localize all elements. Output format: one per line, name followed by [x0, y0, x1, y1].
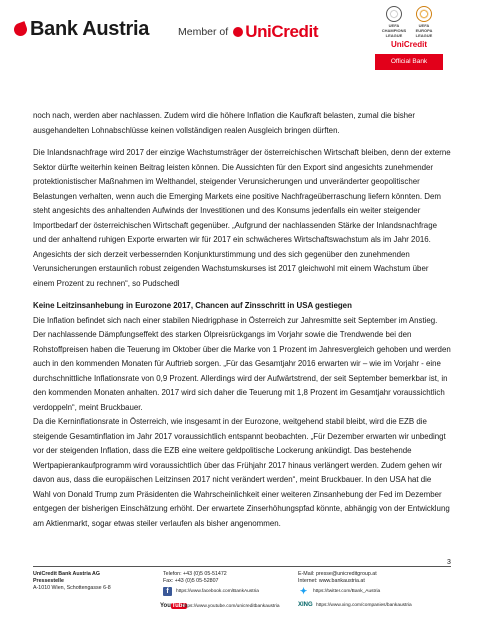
footer-phone-block	[163, 571, 227, 585]
official-bank-badge	[375, 6, 443, 70]
twitter-icon: ✦	[299, 586, 308, 596]
section-heading: Keine Leitzinsanhebung in Eurozone 2017, Chancen auf Zinsschritt in USA gestiegen	[33, 301, 352, 310]
xing-url[interactable]: https://www.xing.com/companies/bankaustria	[316, 603, 412, 608]
official-bank-label: Official Bank	[375, 54, 443, 70]
facebook-link[interactable]	[163, 587, 259, 596]
logo-text: Bank Austria	[30, 17, 150, 40]
champions-league-label: UEFA CHAMPIONS LEAGUE	[381, 23, 407, 38]
xing-link[interactable]	[298, 601, 412, 610]
document-body	[33, 109, 451, 539]
paragraph-3: Die Inflation befindet sich nach einer stabilen Niedrigphase in Österreich zur Jahresmitte seit September im Anstieg. Der nachlassende Dämpfungseffekt des starken Ölpreisrückgangs im Vorjahr sowie die Trendwende bei den Rohstoffpreisen haben die Teuerung im Oktober über die Marke von 1 Prozent im Jahresvergleich gehoben und werden auch in den kommenden Monaten für Auftrieb sorgen. „Für das Gesamtjahr 2016 erwarten wir – wie im Vorjahr - eine durchschnittliche Inflationsrate von 0,9 Prozent. Allerdings wird der Aufwärtstrend, der seit September bemerkbar ist, in den kommenden Monaten anhalten. 2017 wird sich daher die Teuerung mit 1,8 Prozent im Gesamtjahr voraussichtlich verdoppeln“, meint Bruckbauer.	[33, 315, 451, 412]
page-number: 3	[447, 559, 451, 566]
europa-league-label: UEFA EUROPA LEAGUE	[415, 23, 433, 38]
badge-sponsor: UniCredit	[391, 40, 427, 49]
footer-fax: Fax: +43 (0)5 05-52807	[163, 578, 219, 584]
member-of-unicredit	[178, 22, 318, 42]
facebook-icon: f	[163, 587, 172, 596]
footer-department: Pressestelle	[33, 578, 64, 584]
paragraph-4: Da die Kerninflationsrate in Österreich, wie insgesamt in der Eurozone, weitgehend stabil bleibt, wird die EZB die steigende Gesamtinflation im Jahr 2017 voraussichtlich entspannt beobachten. „Für Dezember erwarten wir unbedingt vor der steigenden Inflation, dass die EZB eine weitere geldpolitische Lockerung ankündigt. Das bestehende Wertpapierankaufprogramm wird voraussichtlich über das Frühjahr 2017 hinaus verlängert werden. Zudem gehen wir davon aus, dass die europäischen Leitzinsen 2017 nicht verändert werden“, meint Bruckbauer. In den USA hat die Wahl von Donald Trump zum Präsidenten die Wahrscheinlichkeit einer weiteren Zinsanhebung der Fed im Dezember entgegen der bisherigen Einschätzung erhöht. Der erwartete Zinserhöhungspfad könnte, abhängig von der Entwicklung am Aktienmarkt, sogar etwas steiler verlaufen als bisher angenommen.	[33, 417, 450, 528]
europa-league-logo	[411, 6, 437, 38]
footer-divider	[33, 566, 451, 567]
europa-league-icon	[416, 6, 432, 22]
youtube-url[interactable]: https://www.youtube.com/unicreditbankaustria	[182, 603, 280, 609]
champions-league-logo	[381, 6, 407, 38]
footer-email[interactable]: E-Mail: presse@unicreditgroup.at	[298, 571, 377, 577]
member-label: Member of	[178, 26, 229, 38]
bank-austria-logo	[14, 17, 149, 41]
paragraph-1: noch nach, werden aber nachlassen. Zudem wird die höhere Inflation die Kaufkraft belasten, zumal die bisher ausgehandelten Lohnabschlüsse keinen vollständigen realen Ausgleich bringen dürften.	[33, 111, 416, 135]
facebook-url[interactable]: https://www.facebook.com/BankAustria	[176, 589, 259, 594]
bank-austria-logo-icon	[12, 21, 29, 38]
youtube-icon: YouTube	[160, 603, 186, 609]
xing-icon: XING	[298, 602, 313, 608]
footer-internet[interactable]: Internet: www.bankaustria.at	[298, 578, 365, 584]
champions-league-icon	[386, 6, 402, 22]
footer-contact-block	[298, 571, 377, 585]
youtube-link[interactable]	[160, 601, 280, 611]
unicredit-brand: UniCredit	[245, 22, 319, 41]
unicredit-logo-icon	[233, 27, 243, 37]
footer-company: UniCredit Bank Austria AG	[33, 571, 101, 577]
footer-address	[33, 571, 111, 592]
paragraph-2: Die Inlandsnachfrage wird 2017 der einzige Wachstumsträger der österreichischen Wirtschaft bleiben, denn der externe Sektor dürfte weiterhin keinen Beitrag leisten können. Die Aussichten für den Export sind angesichts zunehmender protektionistischer Maßnahmen im Welthandel, steigender Verunsicherungen und unveränderter geopolitischer Belastungen verhalten, wenn auch die Emerging Markets eine positive Nachfrageüberraschung liefern könnten. Dem steht angesichts des anhaltenden Aufwinds der Investitionen und des Konsums jedenfalls ein weiter steigender Importbedarf der österreichischen Wirtschaft gegenüber. „Aufgrund der nachlassenden Stärke der Inlandsnachfrage und der anhaltend ruhigen Exporte erwarten wir für 2017 ein schwächeres Wirtschaftswachstum als im Jahr 2016. Angesichts der sich derzeit verbessernden Konjunkturstimmung und des sich gegenüber den zunehmenden Verunsicherungen erstaunlich robust zeigenden Wachstumskurses ist 2017 gleichwohl mit einem Wachstum über einem Prozent zu rechnen“, so Pudschedl	[33, 148, 451, 288]
twitter-url[interactable]: https://twitter.com/Bank_Austria	[313, 589, 381, 594]
footer-phone: Telefon: +43 (0)5 05-51472	[163, 571, 227, 577]
twitter-link[interactable]	[298, 587, 380, 596]
footer-street: A-1010 Wien, Schottengasse 6-8	[33, 585, 111, 591]
